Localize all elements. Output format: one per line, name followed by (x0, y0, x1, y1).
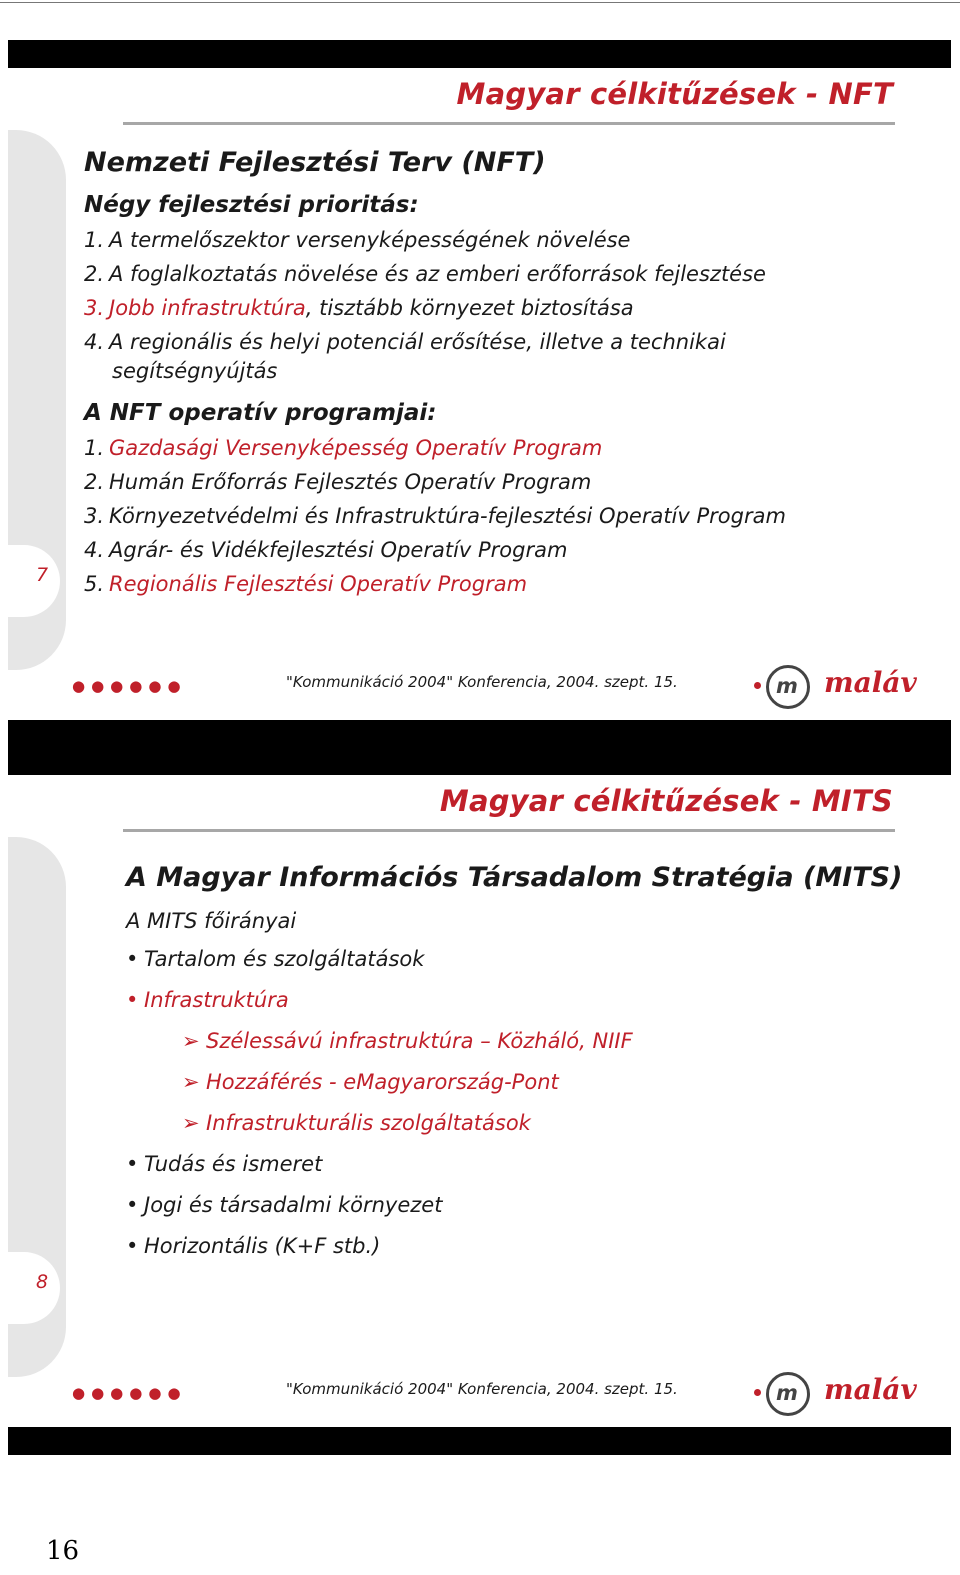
bullet: • (126, 1234, 139, 1258)
bullet: • (126, 1152, 139, 1176)
list-item (126, 986, 926, 1015)
footer-text: "Kommunikáció 2004" Konferencia, 2004. szept. 15. (286, 1380, 678, 1398)
bullet: • (126, 1193, 139, 1217)
logo-word: maláv (824, 1373, 917, 1406)
logo-mark: m (776, 1381, 798, 1405)
logo-dot (754, 1389, 761, 1396)
slide-content (126, 852, 926, 1273)
main-heading: A Magyar Információs Társadalom Stratégia (MITS) (126, 862, 903, 893)
item-number: 1. (84, 228, 105, 252)
item-text: A regionális és helyi potenciál erősítése, illetve a technikai (109, 330, 726, 354)
item-text-highlight: Regionális Fejlesztési Operatív Program (109, 572, 528, 596)
arrow-icon: ➢ (182, 1029, 200, 1053)
logo-dot (754, 682, 761, 689)
item-text: Tartalom és szolgáltatások (144, 947, 425, 971)
sub-list-item (182, 1027, 926, 1056)
slide-bottom-bar (8, 1427, 951, 1455)
malev-logo (754, 1367, 924, 1417)
item-text: Tudás és ismeret (144, 1152, 323, 1176)
priorities-list (84, 226, 924, 386)
item-text-highlight: Infrastruktúra (144, 988, 289, 1012)
sub-item-text: Hozzáférés - eMagyarország-Pont (206, 1070, 559, 1094)
item-text: Agrár- és Vidékfejlesztési Operatív Program (109, 538, 568, 562)
item-number: 4. (84, 538, 105, 562)
programs-heading: A NFT operatív programjai: (84, 400, 437, 426)
sub-item-text: Szélessávú infrastruktúra – Közháló, NIIF (206, 1029, 633, 1053)
logo-word: maláv (824, 666, 917, 699)
sub-list-item (182, 1109, 926, 1138)
item-number: 3. (84, 296, 105, 320)
slide-number: 8 (36, 1271, 49, 1293)
item-text-highlight: Jobb infrastruktúra (109, 296, 306, 320)
logo-mark-icon (766, 665, 810, 709)
slide-content (84, 135, 924, 613)
list-item (84, 502, 924, 531)
item-text-continuation: segítségnyújtás (112, 359, 278, 383)
list-item (84, 260, 924, 289)
item-text: A foglalkoztatás növelése és az emberi erőforrások fejlesztése (109, 262, 766, 286)
list-item (84, 536, 924, 565)
slide-mits (8, 747, 951, 1454)
slide-top-bar (8, 747, 951, 775)
logo-mark-icon (766, 1372, 810, 1416)
list-item (126, 945, 926, 974)
subheading: A MITS főirányai (126, 909, 297, 933)
sub-list-item (182, 1068, 926, 1097)
list-item (126, 1191, 926, 1220)
top-rule (0, 2, 960, 3)
item-text: Jogi és társadalmi környezet (144, 1193, 443, 1217)
malev-logo (754, 660, 924, 710)
arrow-icon: ➢ (182, 1070, 200, 1094)
bullet: • (126, 947, 139, 971)
arrow-icon: ➢ (182, 1111, 200, 1135)
footer-dots: ●●●●●● (72, 677, 187, 695)
item-number: 1. (84, 436, 105, 460)
slide-nft (8, 40, 951, 747)
item-number: 4. (84, 330, 105, 354)
sub-item-text: Infrastrukturális szolgáltatások (206, 1111, 531, 1135)
list-item (126, 1150, 926, 1179)
item-text-highlight: Gazdasági Versenyképesség Operatív Program (109, 436, 603, 460)
list-item (126, 1232, 926, 1261)
slide-title: Magyar célkitűzések - NFT (456, 77, 893, 111)
slide-bottom-bar (8, 720, 951, 748)
title-rule (123, 829, 895, 832)
list-item (84, 226, 924, 255)
item-text: A termelőszektor versenyképességének növelése (109, 228, 631, 252)
item-number: 2. (84, 470, 105, 494)
bullet: • (126, 988, 139, 1012)
list-item (84, 328, 924, 386)
programs-list (84, 434, 924, 599)
item-text: Humán Erőforrás Fejlesztés Operatív Program (109, 470, 592, 494)
item-number: 3. (84, 504, 105, 528)
list-item (84, 570, 924, 599)
item-text: Környezetvédelmi és Infrastruktúra-fejlesztési Operatív Program (109, 504, 786, 528)
slide-title: Magyar célkitűzések - MITS (439, 784, 893, 818)
mits-list (126, 945, 926, 1015)
footer-dots: ●●●●●● (72, 1384, 187, 1402)
mits-list-continued (126, 1150, 926, 1261)
page-number: 16 (46, 1536, 80, 1566)
item-number: 5. (84, 572, 105, 596)
main-heading: Nemzeti Fejlesztési Terv (NFT) (84, 147, 546, 178)
title-rule (123, 122, 895, 125)
slide-top-bar (8, 40, 951, 68)
item-text: Horizontális (K+F stb.) (144, 1234, 381, 1258)
list-item (84, 294, 924, 323)
list-item (84, 434, 924, 463)
footer-text: "Kommunikáció 2004" Konferencia, 2004. szept. 15. (286, 673, 678, 691)
item-number: 2. (84, 262, 105, 286)
logo-mark: m (776, 674, 798, 698)
priorities-heading: Négy fejlesztési prioritás: (84, 192, 419, 218)
infra-sublist (126, 1027, 926, 1138)
list-item (84, 468, 924, 497)
item-text-rest: , tisztább környezet biztosítása (305, 296, 634, 320)
slide-number: 7 (36, 564, 49, 586)
